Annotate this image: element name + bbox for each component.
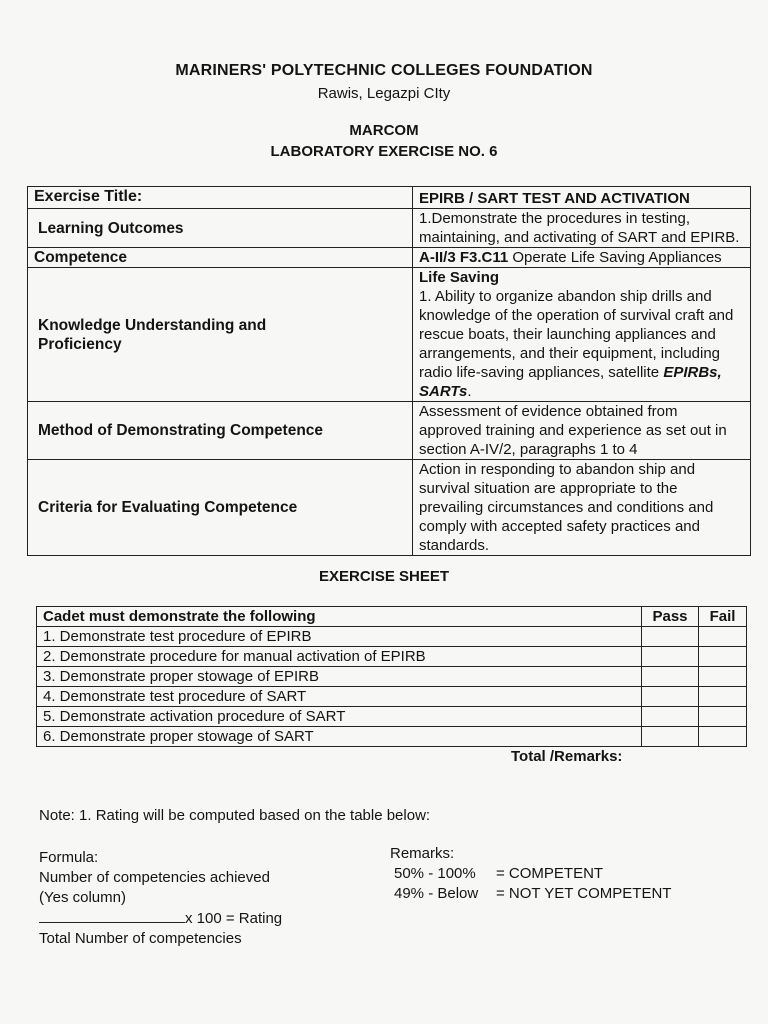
exercise-info-table [27, 186, 751, 556]
pass-cell[interactable] [642, 627, 699, 647]
task-cell: 6. Demonstrate proper stowage of SART [37, 727, 642, 747]
col-fail-header: Fail [699, 607, 747, 627]
col-task-header: Cadet must demonstrate the following [37, 607, 642, 627]
department: MARCOM [349, 122, 419, 139]
fail-cell[interactable] [699, 707, 747, 727]
value-competence [413, 248, 751, 268]
label-criteria: Criteria for Evaluating Competence [28, 460, 413, 556]
remark-value: = NOT YET COMPETENT [496, 885, 672, 902]
table-row [37, 647, 747, 667]
remark-competent [390, 864, 671, 884]
label-exercise-title: Exercise Title: [28, 187, 413, 209]
formula-fraction-line [39, 908, 282, 929]
formula-multiplier: x 100 = Rating [185, 910, 283, 927]
table-row [37, 627, 747, 647]
formula-numerator-note: (Yes column) [39, 889, 126, 906]
knowledge-heading: Life Saving [419, 269, 500, 286]
task-cell: 2. Demonstrate procedure for manual activation of EPIRB [37, 647, 642, 667]
formula-numerator: Number of competencies achieved [39, 869, 270, 886]
table-row [37, 687, 747, 707]
knowledge-end: . [467, 383, 472, 400]
value-exercise-title: EPIRB / SART TEST AND ACTIVATION [413, 187, 751, 209]
competence-code: A-II/3 F3.C11 [419, 249, 509, 266]
org-name: MARINERS' POLYTECHNIC COLLEGES FOUNDATION [175, 62, 593, 79]
row-competence [28, 248, 751, 268]
table-row [37, 727, 747, 747]
label-competence: Competence [28, 248, 413, 268]
remarks-block [390, 844, 671, 904]
pass-cell[interactable] [642, 667, 699, 687]
fail-cell[interactable] [699, 687, 747, 707]
task-cell: 4. Demonstrate test procedure of SART [37, 687, 642, 707]
formula-denominator: Total Number of competencies [39, 930, 242, 947]
fail-cell[interactable] [699, 727, 747, 747]
value-learning-outcomes: 1.Demonstrate the procedures in testing, maintaining, and activating of SART and EPIRB. [413, 209, 751, 248]
remark-range: 50% - 100% [394, 865, 476, 882]
table-row [37, 667, 747, 687]
competence-text: Operate Life Saving Appliances [508, 249, 722, 266]
remark-not-yet-competent [390, 884, 671, 904]
row-knowledge [28, 268, 751, 402]
label-method: Method of Demonstrating Competence [28, 402, 413, 460]
pass-cell[interactable] [642, 687, 699, 707]
total-remarks-label: Total /Remarks: [511, 748, 623, 765]
fail-cell[interactable] [699, 667, 747, 687]
remarks-label: Remarks: [390, 845, 455, 862]
row-exercise-title [28, 187, 751, 209]
formula-block [39, 848, 282, 949]
table-row [37, 707, 747, 727]
fail-cell[interactable] [699, 647, 747, 667]
label-learning-outcomes: Learning Outcomes [28, 209, 413, 248]
col-pass-header: Pass [642, 607, 699, 627]
exercise-sheet-title: EXERCISE SHEET [318, 568, 450, 585]
rating-note: Note: 1. Rating will be computed based on the table below: [39, 807, 431, 824]
row-criteria [28, 460, 751, 556]
knowledge-emphasis: EPIRBs, SARTs [419, 364, 722, 400]
remark-value: = COMPETENT [496, 865, 604, 882]
remark-range: 49% - Below [394, 885, 479, 902]
exercise-number: LABORATORY EXERCISE NO. 6 [270, 143, 498, 160]
org-address: Rawis, Legazpi CIty [317, 85, 451, 102]
pass-cell[interactable] [642, 707, 699, 727]
pass-cell[interactable] [642, 647, 699, 667]
row-method [28, 402, 751, 460]
formula-label: Formula: [39, 849, 99, 866]
task-cell: 1. Demonstrate test procedure of EPIRB [37, 627, 642, 647]
knowledge-text: 1. Ability to organize abandon ship drills and knowledge of the operation of survival craft and rescue boats, their launching appliances and arrangements, and their equipment, including radio life-saving appliances, satellite [419, 288, 734, 381]
label-knowledge: Knowledge Understanding and Proficiency [28, 268, 413, 402]
task-cell: 3. Demonstrate proper stowage of EPIRB [37, 667, 642, 687]
fraction-bar [39, 908, 185, 923]
fail-cell[interactable] [699, 627, 747, 647]
task-cell: 5. Demonstrate activation procedure of SART [37, 707, 642, 727]
sheet-header-row [37, 607, 747, 627]
exercise-sheet-table [36, 606, 747, 747]
row-learning-outcomes [28, 209, 751, 248]
pass-cell[interactable] [642, 727, 699, 747]
value-method: Assessment of evidence obtained from approved training and experience as set out in section A-IV/2, paragraphs 1 to 4 [413, 402, 751, 460]
value-knowledge [413, 268, 751, 402]
value-criteria: Action in responding to abandon ship and survival situation are appropriate to the prevailing circumstances and conditions and comply with accepted safety practices and standards. [413, 460, 751, 556]
